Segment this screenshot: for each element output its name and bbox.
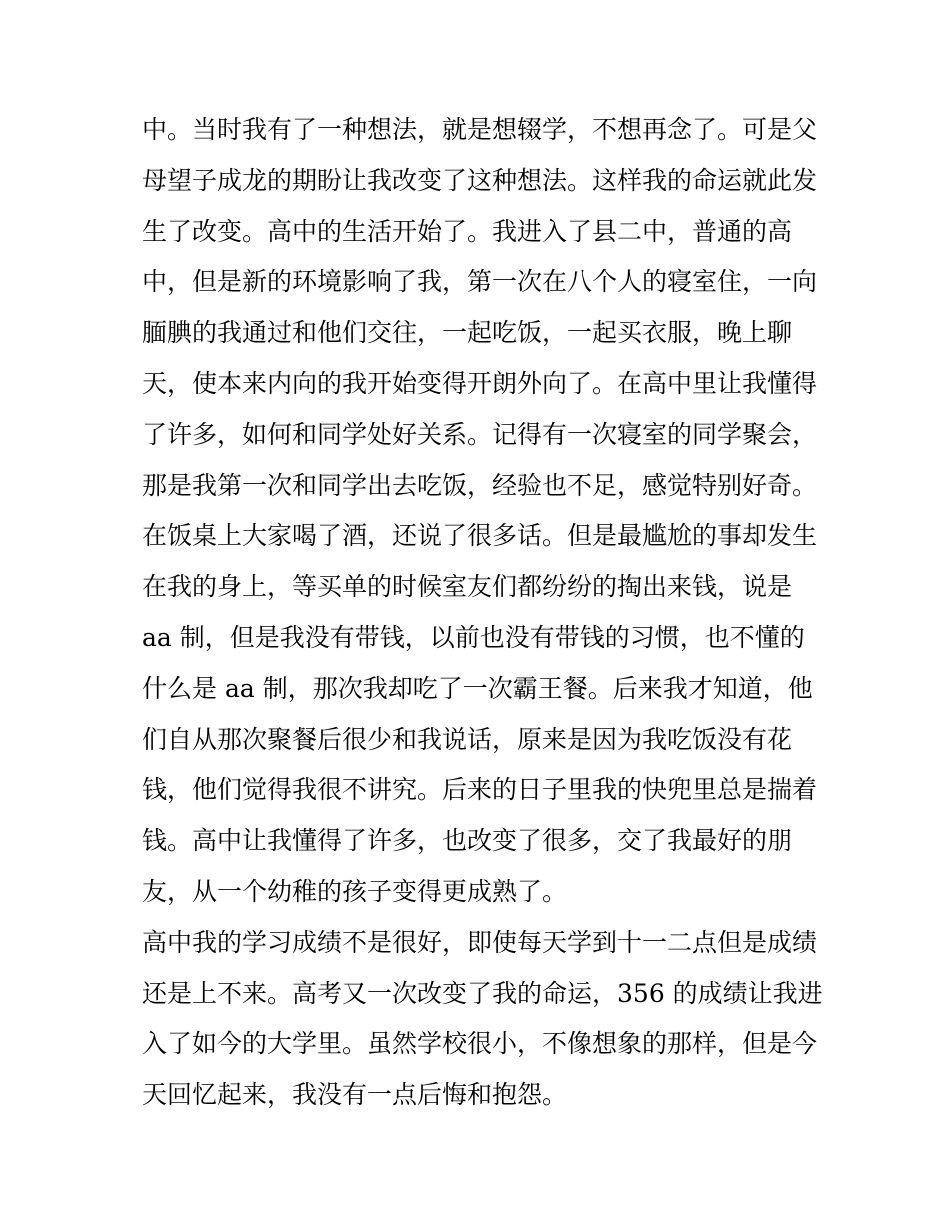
text-line: 友，从一个幼稚的孩子变得更成熟了。	[142, 876, 568, 906]
text-line: aa 制，但是我没有带钱，以前也没有带钱的习惯，也不懂的	[142, 622, 805, 652]
text-line: 们自从那次聚餐后很少和我说话，原来是因为我吃饭没有花	[142, 724, 793, 754]
text-line: 中。当时我有了一种想法，就是想辍学，不想再念了。可是父	[142, 115, 818, 144]
text-line: 天回忆起来，我没有一点后悔和抱怨。	[142, 1080, 568, 1110]
text-line: 高中我的学习成绩不是很好，即使每天学到十一二点但是成绩	[142, 927, 818, 957]
text-line: 在饭桌上大家喝了酒，还说了很多话。但是最尴尬的事却发生	[142, 521, 818, 551]
text-line: 天，使本来内向的我开始变得开朗外向了。在高中里让我懂得	[142, 368, 818, 398]
text-line: 还是上不来。高考又一次改变了我的命运，356 的成绩让我进	[142, 978, 823, 1008]
text-line: 生了改变。高中的生活开始了。我进入了县二中，普通的高	[142, 216, 793, 246]
text-line: 中，但是新的环境影响了我，第一次在八个人的寝室住，一向	[142, 267, 818, 297]
text-line: 了许多，如何和同学处好关系。记得有一次寝室的同学聚会，	[142, 419, 818, 449]
document-body	[142, 105, 822, 1121]
text-line: 什么是 aa 制，那次我却吃了一次霸王餐。后来我才知道，他	[142, 673, 813, 703]
text-line: 钱。高中让我懂得了许多，也改变了很多，交了我最好的朋	[142, 826, 793, 856]
text-line: 在我的身上，等买单的时候室友们都纷纷的掏出来钱，说是	[142, 572, 793, 602]
text-line: 母望子成龙的期盼让我改变了这种想法。这样我的命运就此发	[142, 165, 818, 195]
text-line: 钱，他们觉得我很不讲究。后来的日子里我的快兜里总是揣着	[142, 775, 818, 805]
text-line: 腼腆的我通过和他们交往，一起吃饭，一起买衣服，晚上聊	[142, 318, 793, 348]
text-line: 入了如今的大学里。虽然学校很小，不像想象的那样，但是今	[142, 1029, 818, 1059]
text-line: 那是我第一次和同学出去吃饭，经验也不足，感觉特别好奇。	[142, 470, 818, 500]
